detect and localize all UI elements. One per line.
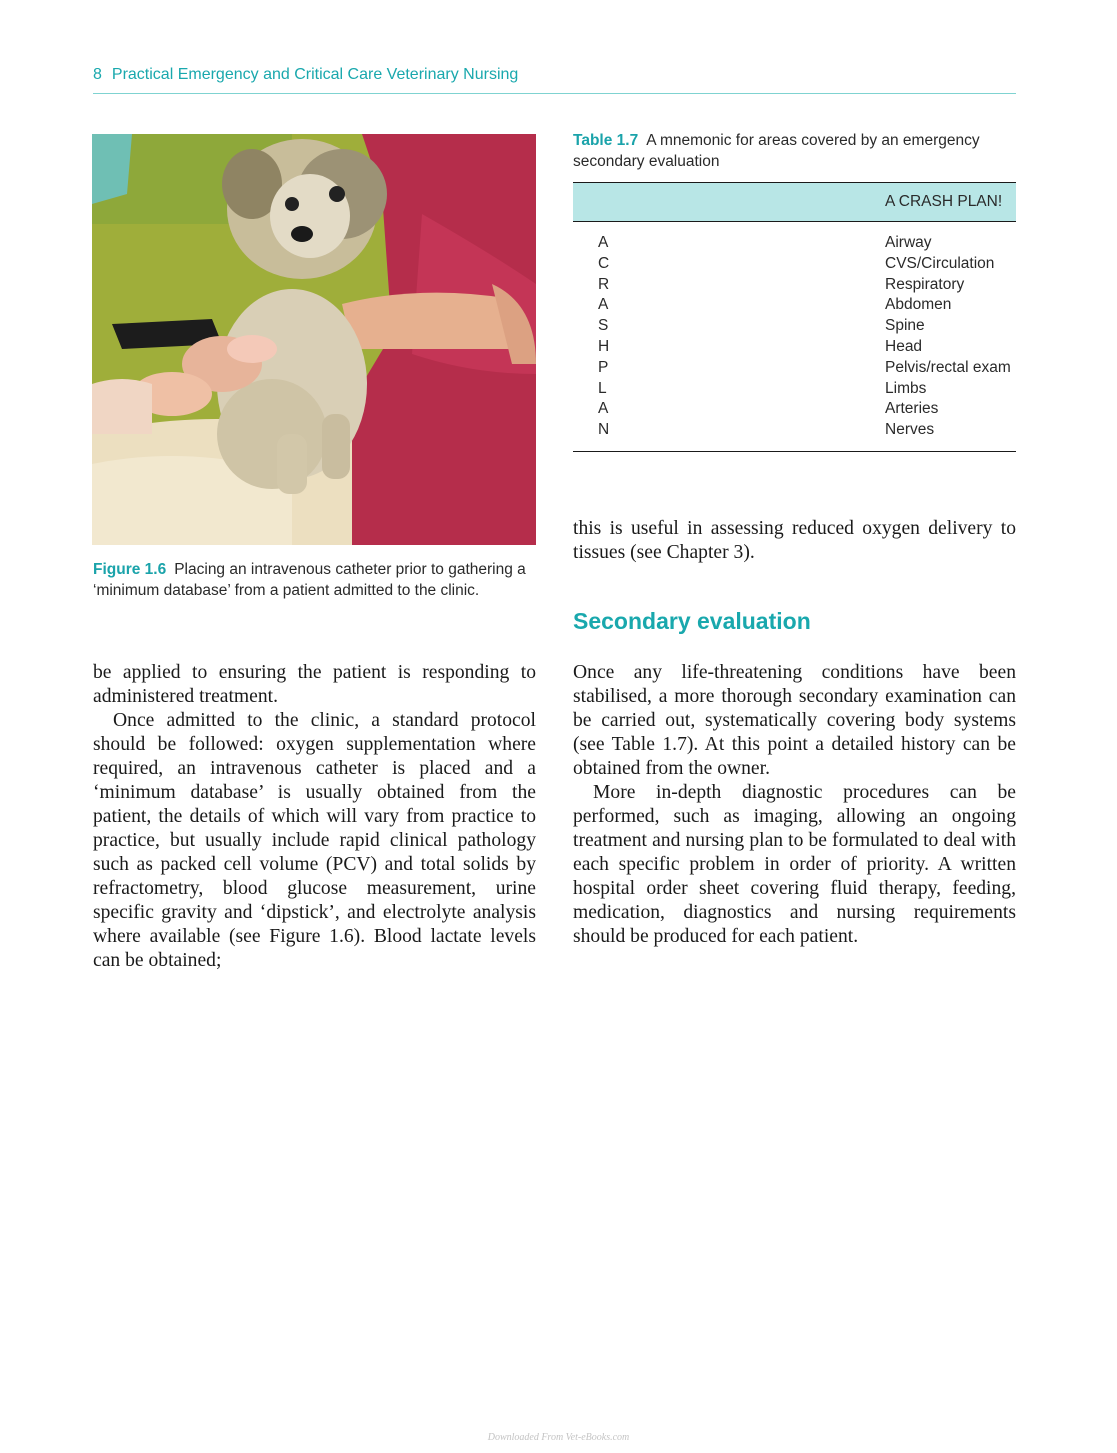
section-heading: Secondary evaluation <box>573 608 811 634</box>
body-paragraph: More in-depth diagnostic procedures can be performed, such as imaging, allowing an ongoing treatment and nursing plan to be formulated to deal with each specific problem in order of priority. A written hospital order sheet covering fluid therapy, feeding, medication, diagnostics and nursing requirements should be produced for each patient. <box>573 782 1016 947</box>
table-row <box>573 358 1016 379</box>
table-header-cell: A CRASH PLAN! <box>885 183 1016 222</box>
right-column-text <box>573 661 1016 949</box>
table-row <box>573 337 1016 358</box>
table-header-cell <box>573 183 885 222</box>
figure-label: Figure 1.6 <box>93 561 167 578</box>
meaning-cell: Respiratory <box>885 275 965 293</box>
table-row <box>573 399 1016 420</box>
meaning-cell: Head <box>885 337 923 355</box>
table-row <box>573 254 1016 275</box>
footer-watermark: Downloaded From Vet-eBooks.com <box>487 1432 630 1443</box>
letter-cell: R <box>598 275 610 293</box>
body-paragraph: this is useful in assessing reduced oxygen delivery to tissues (see Chapter 3). <box>573 518 1016 563</box>
letter-cell: S <box>598 317 609 335</box>
letter-cell: A <box>598 234 609 251</box>
table-row <box>573 420 1016 451</box>
page-number: 8 <box>93 66 102 83</box>
table-caption <box>573 130 1016 172</box>
figure-caption <box>93 560 535 601</box>
letter-cell: H <box>598 337 610 355</box>
right-column-continuation <box>573 517 1016 565</box>
meaning-cell: Limbs <box>885 379 927 397</box>
body-paragraph: be applied to ensuring the patient is responding to administered treatment. <box>93 662 536 707</box>
running-header <box>93 66 1016 94</box>
table-header-row <box>573 183 1016 222</box>
body-paragraph: Once admitted to the clinic, a standard protocol should be followed: oxygen supplementation where required, an intravenous catheter is placed and a ‘minimum database’ is usually obtained from the patient, the details of which will vary from practice to practice, but usually include rapid clinical pathology such as packed cell volume (PCV) and total solids by refractometry, blood glucose measurement, urine specific gravity and ‘dipstick’, and electrolyte analysis where available (see Figure 1.6). Blood lactate levels can be obtained; <box>93 710 536 971</box>
table-row <box>573 222 1016 254</box>
body-paragraph: Once any life-threatening conditions have been stabilised, a more thorough secondary examination can be carried out, systematically covering body systems (see Table 1.7). At this point a detailed history can be obtained from the owner. <box>573 662 1016 779</box>
table-row <box>573 379 1016 400</box>
table-row <box>573 316 1016 337</box>
letter-cell: P <box>598 358 609 376</box>
meaning-cell: Abdomen <box>885 296 952 314</box>
meaning-cell: Arteries <box>885 400 939 418</box>
meaning-cell: Airway <box>885 234 932 251</box>
meaning-cell: Spine <box>885 317 925 335</box>
table-row <box>573 295 1016 316</box>
table-label: Table 1.7 <box>573 132 639 149</box>
book-title: Practical Emergency and Critical Care Veterinary Nursing <box>111 66 519 83</box>
mnemonic-table <box>573 182 1016 452</box>
meaning-cell: CVS/Circulation <box>885 254 995 272</box>
left-column-text <box>93 661 536 973</box>
letter-cell: C <box>598 254 610 272</box>
letter-cell: N <box>573 420 885 451</box>
figure-photo <box>92 134 536 545</box>
dog-catheter-photo <box>92 134 536 545</box>
figure-caption-text: Placing an intravenous catheter prior to gathering a ‘minimum database’ from a patient admitted to the clinic. <box>93 561 526 599</box>
table-caption-text: A mnemonic for areas covered by an emergency secondary evaluation <box>573 132 980 170</box>
table-row <box>573 275 1016 296</box>
meaning-cell: Pelvis/rectal exam <box>885 358 1011 376</box>
letter-cell: L <box>598 379 607 397</box>
letter-cell: A <box>598 296 609 314</box>
letter-cell: A <box>598 400 609 418</box>
meaning-cell: Nerves <box>885 420 1016 451</box>
